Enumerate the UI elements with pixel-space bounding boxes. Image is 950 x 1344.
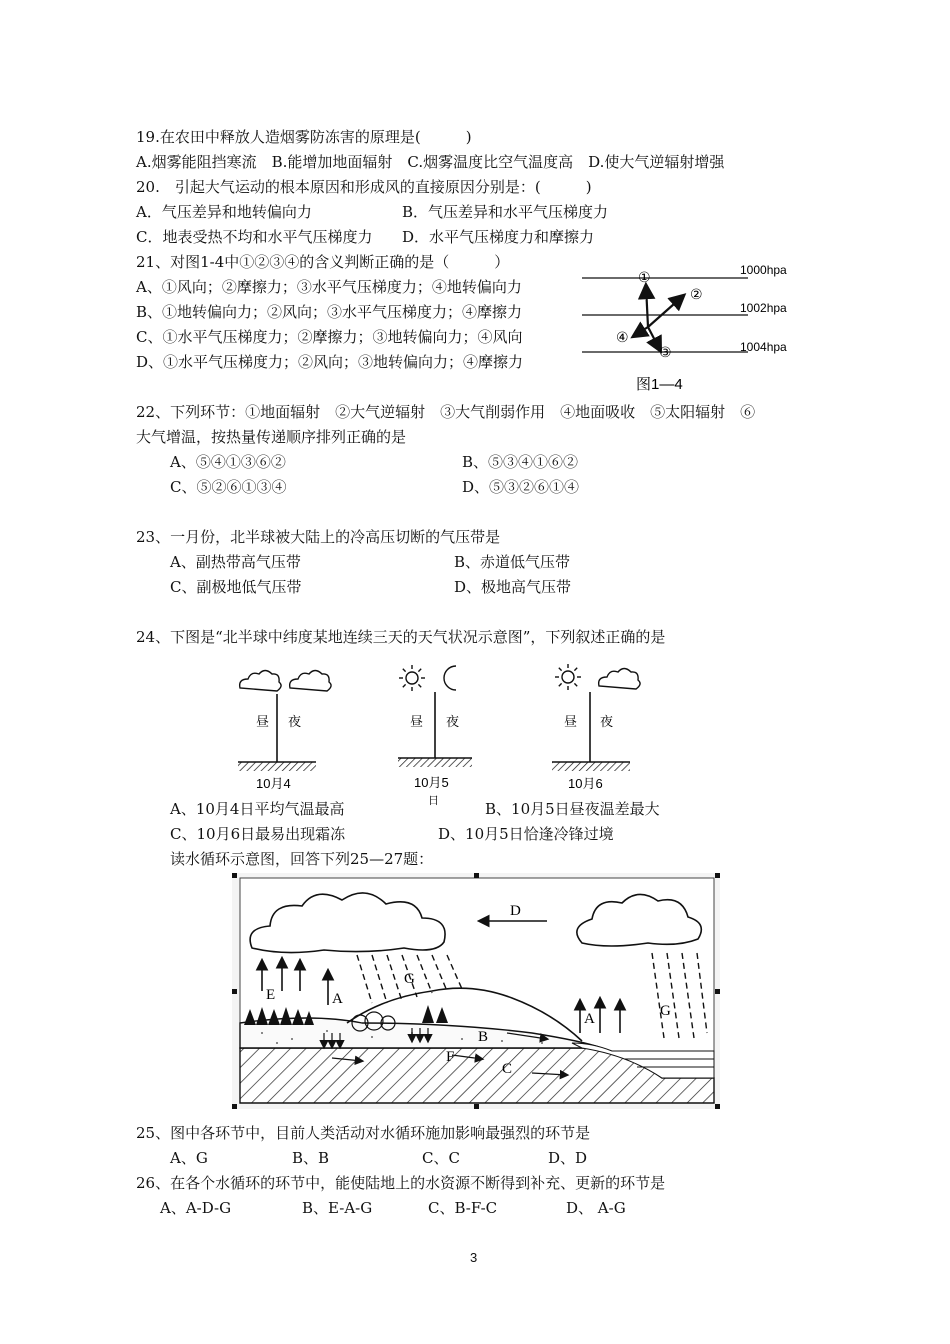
q26-option-b: B、E-A-G <box>302 1199 373 1217</box>
night-label: 夜 <box>446 715 460 730</box>
q22-stem-cont: 大气增温，按热量传递顺序排列正确的是 <box>136 428 407 446</box>
label-a-land: A <box>332 991 343 1007</box>
cloud-icon <box>599 669 640 690</box>
q24-option-a: A、10月4日平均气温最高 <box>170 800 345 818</box>
day-label: 昼 <box>410 715 424 730</box>
cloud-icon <box>240 671 281 692</box>
q20-stem: 20. 引起大气运动的根本原因和形成风的直接原因分别是：( ) <box>136 178 592 196</box>
sun-icon <box>555 664 581 690</box>
figure-caption: 图1—4 <box>636 376 683 393</box>
q23-option-c: C、副极地低气压带 <box>170 578 302 596</box>
q19-options: A.烟雾能阻挡寒流 B.能增加地面辐射 C.烟雾温度比空气温度高 D.使大气逆辐射增强 <box>136 153 725 171</box>
label-b: B <box>478 1029 489 1045</box>
q25-option-d: D、D <box>548 1149 588 1167</box>
moon-icon <box>444 666 456 690</box>
label-c: C <box>502 1061 513 1077</box>
figure-1-4 <box>580 262 800 397</box>
marker-4: ④ <box>616 330 629 346</box>
date-label-oct5: 10月5 <box>414 775 449 790</box>
q20-option-a: A．气压差异和地转偏向力 <box>136 203 312 221</box>
q22-option-a: A、⑤④①③⑥② <box>170 453 286 471</box>
q22-option-c: C、⑤②⑥①③④ <box>170 478 287 496</box>
cloud-icon <box>290 671 331 692</box>
q20-option-b: B．气压差异和水平气压梯度力 <box>402 203 609 221</box>
arrow-2 <box>648 296 683 327</box>
day-panel-oct6 <box>552 664 640 791</box>
q21-stem: 21、对图1-4中①②③④的含义判断正确的是（ ） <box>136 253 510 271</box>
label-f: F <box>446 1049 455 1065</box>
page-number: 3 <box>470 1250 478 1265</box>
date-label-oct6: 10月6 <box>568 776 603 791</box>
night-label: 夜 <box>288 715 302 730</box>
water-cycle-diagram <box>232 873 720 1109</box>
q23-option-a: A、副热带高气压带 <box>170 553 301 571</box>
q25-option-a: A、G <box>170 1149 208 1167</box>
q21-option-c: C、①水平气压梯度力；②摩擦力；③地转偏向力；④风向 <box>136 328 523 346</box>
day-panel-oct5 <box>398 665 472 807</box>
arrow-1 <box>646 286 648 327</box>
q24-option-b: B、10月5日昼夜温差最大 <box>485 800 660 818</box>
label-d: D <box>510 903 521 919</box>
label-a-ocean: A <box>584 1011 595 1027</box>
q22-stem: 22、下列环节：①地面辐射 ②大气逆辐射 ③大气削弱作用 ④地面吸收 ⑤太阳辐射 ⑥ <box>136 403 756 421</box>
label-g-ocean: G <box>660 1003 671 1019</box>
isobar-label-2: 1002hpa <box>740 301 787 315</box>
q22-option-d: D、⑤③②⑥①④ <box>462 478 580 496</box>
q24-option-c: C、10月6日最易出现霜冻 <box>170 825 346 843</box>
q26-stem: 26、在各个水循环的环节中，能使陆地上的水资源不断得到补充、更新的环节是 <box>136 1174 666 1192</box>
marker-1: ① <box>638 270 651 286</box>
q26-option-c: C、B-F-C <box>428 1199 498 1217</box>
isobar-label-1: 1000hpa <box>740 263 787 277</box>
marker-2: ② <box>690 287 703 303</box>
date-label-oct4: 10月4 <box>256 776 291 791</box>
day-label: 昼 <box>256 715 270 730</box>
q25-option-b: B、B <box>292 1149 330 1167</box>
q19-stem: 19.在农田中释放人造烟雾防冻害的原理是( ) <box>136 128 472 146</box>
q26-option-d: D、 A-G <box>566 1199 626 1217</box>
arrow-4 <box>634 327 648 336</box>
water-cycle-intro: 读水循环示意图，回答下列25—27题： <box>170 850 434 868</box>
q23-option-d: D、极地高气压带 <box>454 578 572 596</box>
q23-stem: 23、一月份，北半球被大陆上的冷高压切断的气压带是 <box>136 528 501 546</box>
date-suffix: 日 <box>428 794 439 807</box>
weather-diagram <box>230 660 650 810</box>
marker-3: ③ <box>659 345 672 361</box>
q20-option-d: D．水平气压梯度力和摩擦力 <box>402 228 595 246</box>
q20-option-c: C．地表受热不均和水平气压梯度力 <box>136 228 373 246</box>
night-label: 夜 <box>600 715 614 730</box>
label-g-land: G <box>404 971 415 987</box>
q21-option-a: A、①风向；②摩擦力；③水平气压梯度力；④地转偏向力 <box>136 278 522 296</box>
q22-option-b: B、⑤③④①⑥② <box>462 453 579 471</box>
q21-option-d: D、①水平气压梯度力；②风向；③地转偏向力；④摩擦力 <box>136 353 524 371</box>
day-label: 昼 <box>564 715 578 730</box>
q21-option-b: B、①地转偏向力；②风向；③水平气压梯度力；④摩擦力 <box>136 303 523 321</box>
label-e: E <box>266 987 276 1003</box>
q25-option-c: C、C <box>422 1149 460 1167</box>
q24-stem: 24、下图是“北半球中纬度某地连续三天的天气状况示意图”，下列叙述正确的是 <box>136 628 666 646</box>
q23-option-b: B、赤道低气压带 <box>454 553 571 571</box>
day-panel-oct4 <box>238 671 331 792</box>
q26-option-a: A、A-D-G <box>160 1199 232 1217</box>
q24-option-d: D、10月5日恰逢冷锋过境 <box>438 825 614 843</box>
sun-icon <box>399 665 425 691</box>
q25-stem: 25、图中各环节中，目前人类活动对水循环施加影响最强烈的环节是 <box>136 1124 591 1142</box>
isobar-label-3: 1004hpa <box>740 340 787 354</box>
